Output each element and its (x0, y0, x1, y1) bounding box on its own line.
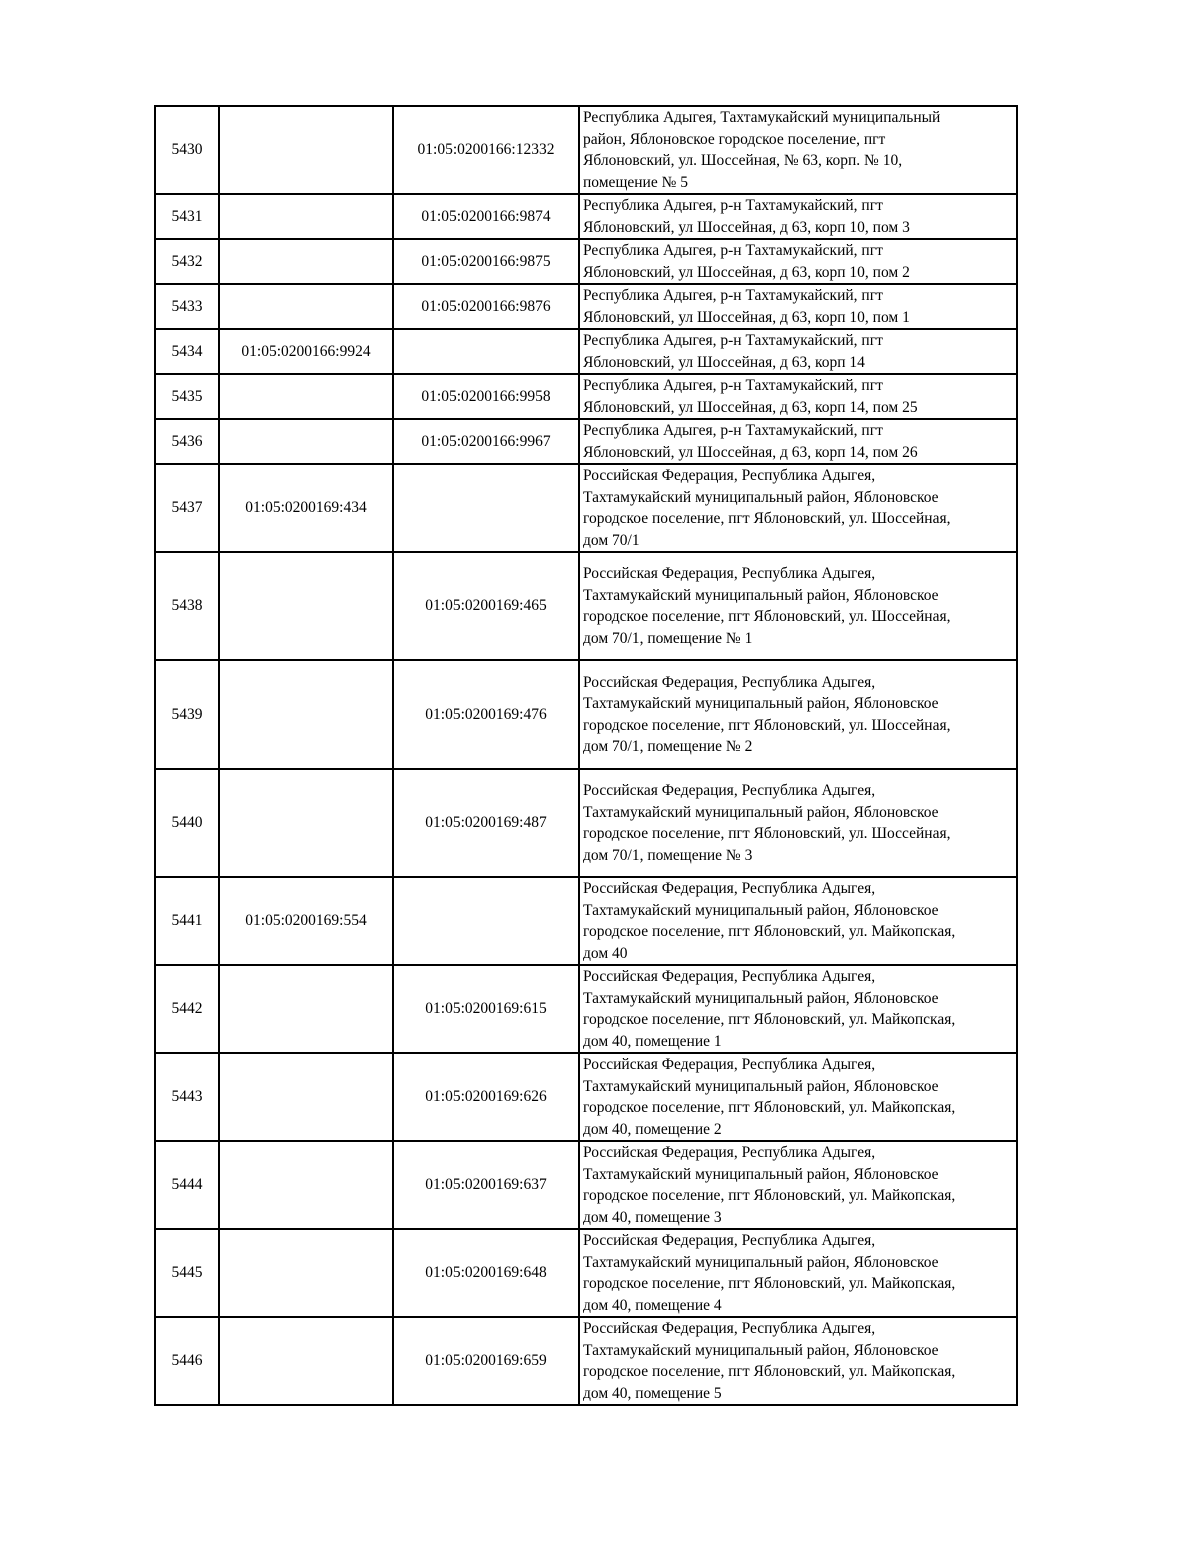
address-cell (579, 769, 1017, 877)
address-line: Яблоновский, ул Шоссейная, д 63, корп 10, пом 1 (583, 308, 910, 326)
address-line: Республика Адыгея, р-н Тахтамукайский, пгт (583, 332, 883, 349)
address-line: дом 40 (583, 944, 628, 962)
cadastral-number-cell (219, 769, 393, 877)
table-row (155, 374, 1017, 419)
address-cell (579, 374, 1017, 419)
address-line: дом 40, помещение 4 (583, 1296, 722, 1314)
registry-table-body (155, 106, 1017, 1405)
row-number-cell: 5436 (155, 419, 219, 464)
address-line: Российская Федерация, Республика Адыгея, (583, 1056, 876, 1073)
table-row (155, 329, 1017, 374)
address-line: Тахтамукайский муниципальный район, Яблоновское (583, 901, 939, 919)
premises-cadastral-number-cell (393, 877, 579, 965)
table-row (155, 1141, 1017, 1229)
premises-cadastral-number-cell: 01:05:0200169:465 (393, 552, 579, 660)
cadastral-number-cell (219, 374, 393, 419)
address-line: Российская Федерация, Республика Адыгея, (583, 782, 876, 799)
address-line: Республика Адыгея, р-н Тахтамукайский, пгт (583, 377, 883, 394)
cadastral-number-cell: 01:05:0200169:434 (219, 464, 393, 552)
cadastral-number-cell (219, 194, 393, 239)
cadastral-number-cell (219, 660, 393, 769)
cadastral-number-cell (219, 284, 393, 329)
address-line: Тахтамукайский муниципальный район, Яблоновское (583, 586, 939, 604)
table-row (155, 660, 1017, 769)
address-line: городское поселение, пгт Яблоновский, ул. Шоссейная, (583, 716, 951, 734)
row-number-cell: 5443 (155, 1053, 219, 1141)
address-line: городское поселение, пгт Яблоновский, ул. Майкопская, (583, 1363, 956, 1380)
premises-cadastral-number-cell: 01:05:0200169:659 (393, 1317, 579, 1405)
table-row (155, 877, 1017, 965)
address-line: помещение № 5 (583, 173, 689, 191)
address-line: Тахтамукайский муниципальный район, Яблоновское (583, 488, 939, 506)
table-row (155, 1053, 1017, 1141)
premises-cadastral-number-cell: 01:05:0200166:9876 (393, 284, 579, 329)
address-line: Российская Федерация, Республика Адыгея, (583, 1232, 876, 1249)
cadastral-number-cell (219, 1229, 393, 1317)
row-number-cell: 5433 (155, 284, 219, 329)
premises-cadastral-number-cell: 01:05:0200169:476 (393, 660, 579, 769)
address-cell (579, 965, 1017, 1053)
premises-cadastral-number-cell: 01:05:0200169:487 (393, 769, 579, 877)
address-line: дом 70/1 (583, 531, 640, 549)
row-number-cell: 5430 (155, 106, 219, 194)
address-cell (579, 329, 1017, 374)
premises-cadastral-number-cell: 01:05:0200169:648 (393, 1229, 579, 1317)
cadastral-number-cell (219, 1141, 393, 1229)
address-line: Яблоновский, ул Шоссейная, д 63, корп 10, пом 2 (583, 263, 910, 281)
address-line: Российская Федерация, Республика Адыгея, (583, 467, 876, 484)
registry-table (154, 105, 1018, 1406)
address-line: дом 40, помещение 5 (583, 1384, 722, 1402)
address-cell (579, 877, 1017, 965)
address-line: Яблоновский, ул Шоссейная, д 63, корп 14, пом 25 (583, 398, 918, 416)
row-number-cell: 5441 (155, 877, 219, 965)
address-cell (579, 464, 1017, 552)
address-line: Яблоновский, ул Шоссейная, д 63, корп 10, пом 3 (583, 218, 910, 236)
address-line: дом 40, помещение 3 (583, 1208, 722, 1226)
address-line: дом 40, помещение 2 (583, 1120, 722, 1138)
address-line: Яблоновский, ул. Шоссейная, № 63, корп. № 10, (583, 152, 903, 169)
cadastral-number-cell (219, 1053, 393, 1141)
address-line: Российская Федерация, Республика Адыгея, (583, 880, 876, 897)
address-line: Российская Федерация, Республика Адыгея, (583, 1320, 876, 1337)
address-line: городское поселение, пгт Яблоновский, ул. Шоссейная, (583, 825, 951, 842)
address-line: дом 70/1, помещение № 3 (583, 846, 753, 864)
row-number-cell: 5437 (155, 464, 219, 552)
row-number-cell: 5439 (155, 660, 219, 769)
table-row (155, 464, 1017, 552)
address-line: городское поселение, пгт Яблоновский, ул. Майкопская, (583, 923, 956, 940)
address-line: городское поселение, пгт Яблоновский, ул. Майкопская, (583, 1187, 956, 1204)
premises-cadastral-number-cell: 01:05:0200169:637 (393, 1141, 579, 1229)
address-line: дом 40, помещение 1 (583, 1032, 722, 1050)
premises-cadastral-number-cell: 01:05:0200166:9958 (393, 374, 579, 419)
address-line: Республика Адыгея, р-н Тахтамукайский, пгт (583, 242, 883, 259)
table-row (155, 194, 1017, 239)
address-line: Российская Федерация, Республика Адыгея, (583, 968, 876, 985)
cadastral-number-cell: 01:05:0200169:554 (219, 877, 393, 965)
premises-cadastral-number-cell (393, 464, 579, 552)
cadastral-number-cell (219, 965, 393, 1053)
premises-cadastral-number-cell: 01:05:0200166:9875 (393, 239, 579, 284)
address-cell (579, 552, 1017, 660)
premises-cadastral-number-cell: 01:05:0200166:12332 (393, 106, 579, 194)
table-row (155, 419, 1017, 464)
address-line: дом 70/1, помещение № 2 (583, 738, 753, 755)
premises-cadastral-number-cell: 01:05:0200169:626 (393, 1053, 579, 1141)
cadastral-number-cell (219, 1317, 393, 1405)
premises-cadastral-number-cell: 01:05:0200166:9874 (393, 194, 579, 239)
address-line: Тахтамукайский муниципальный район, Яблоновское (583, 695, 939, 712)
row-number-cell: 5431 (155, 194, 219, 239)
premises-cadastral-number-cell: 01:05:0200169:615 (393, 965, 579, 1053)
table-row (155, 769, 1017, 877)
table-row (155, 239, 1017, 284)
address-cell (579, 106, 1017, 194)
table-row (155, 1229, 1017, 1317)
address-line: городское поселение, пгт Яблоновский, ул. Майкопская, (583, 1099, 956, 1116)
row-number-cell: 5435 (155, 374, 219, 419)
table-row (155, 106, 1017, 194)
address-line: городское поселение, пгт Яблоновский, ул. Майкопская, (583, 1011, 956, 1028)
cadastral-number-cell (219, 106, 393, 194)
address-line: дом 70/1, помещение № 1 (583, 629, 753, 647)
address-line: район, Яблоновское городское поселение, пгт (583, 130, 886, 148)
address-cell (579, 194, 1017, 239)
cadastral-number-cell (219, 419, 393, 464)
address-line: Яблоновский, ул Шоссейная, д 63, корп 14 (583, 353, 865, 371)
address-cell (579, 1229, 1017, 1317)
address-line: Тахтамукайский муниципальный район, Яблоновское (583, 803, 939, 821)
table-row (155, 284, 1017, 329)
cadastral-number-cell (219, 552, 393, 660)
address-cell (579, 1141, 1017, 1229)
address-line: Республика Адыгея, р-н Тахтамукайский, пгт (583, 197, 883, 214)
address-line: городское поселение, пгт Яблоновский, ул. Шоссейная, (583, 510, 951, 527)
address-line: Тахтамукайский муниципальный район, Яблоновское (583, 989, 939, 1007)
address-line: Республика Адыгея, р-н Тахтамукайский, пгт (583, 422, 883, 439)
address-line: Российская Федерация, Республика Адыгея, (583, 1144, 876, 1161)
address-line: Республика Адыгея, Тахтамукайский муниципальный (583, 109, 941, 126)
address-line: городское поселение, пгт Яблоновский, ул. Майкопская, (583, 1275, 956, 1292)
table-row (155, 1317, 1017, 1405)
cadastral-number-cell: 01:05:0200166:9924 (219, 329, 393, 374)
row-number-cell: 5442 (155, 965, 219, 1053)
address-line: Российская Федерация, Республика Адыгея, (583, 565, 876, 582)
address-line: Тахтамукайский муниципальный район, Яблоновское (583, 1077, 939, 1095)
cadastral-number-cell (219, 239, 393, 284)
address-cell (579, 660, 1017, 769)
row-number-cell: 5444 (155, 1141, 219, 1229)
address-line: Тахтамукайский муниципальный район, Яблоновское (583, 1341, 939, 1359)
address-cell (579, 1317, 1017, 1405)
row-number-cell: 5434 (155, 329, 219, 374)
address-line: Российская Федерация, Республика Адыгея, (583, 673, 876, 691)
address-cell (579, 419, 1017, 464)
premises-cadastral-number-cell (393, 329, 579, 374)
row-number-cell: 5438 (155, 552, 219, 660)
row-number-cell: 5432 (155, 239, 219, 284)
address-cell (579, 284, 1017, 329)
table-row (155, 552, 1017, 660)
address-line: Тахтамукайский муниципальный район, Яблоновское (583, 1165, 939, 1183)
address-line: Тахтамукайский муниципальный район, Яблоновское (583, 1253, 939, 1271)
row-number-cell: 5440 (155, 769, 219, 877)
premises-cadastral-number-cell: 01:05:0200166:9967 (393, 419, 579, 464)
address-cell (579, 239, 1017, 284)
address-line: городское поселение, пгт Яблоновский, ул. Шоссейная, (583, 608, 951, 625)
row-number-cell: 5445 (155, 1229, 219, 1317)
address-line: Яблоновский, ул Шоссейная, д 63, корп 14, пом 26 (583, 443, 918, 461)
address-line: Республика Адыгея, р-н Тахтамукайский, пгт (583, 287, 883, 304)
address-cell (579, 1053, 1017, 1141)
table-row (155, 965, 1017, 1053)
row-number-cell: 5446 (155, 1317, 219, 1405)
